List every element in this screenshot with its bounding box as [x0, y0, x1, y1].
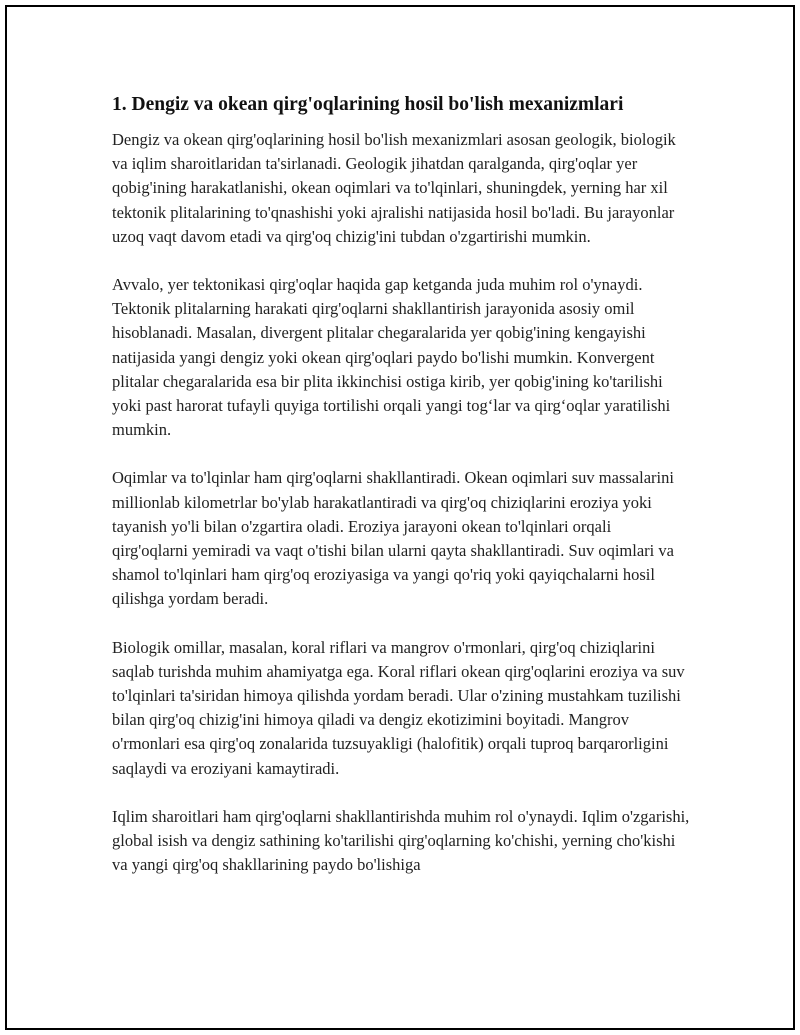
paragraph-biological-factors: Biologik omillar, masalan, koral riflari va mangrov o'rmonlari, qirg'oq chiziqlarini saqlab turishda muhim ahamiyatga ega. Koral riflari okean qirg'oqlarini eroziya va suv to'lqinlari ta'siridan himoya qilishda yordam beradi. Ular o'zining mustahkam tuzilishi bilan qirg'oq chizig'ini himoya qiladi va dengiz ekotizimini boyitadi. Mangrov o'rmonlari esa qirg'oq zonalarida tuzsuyakligi (halofitik) orqali tuproq barqarorligini saqlaydi va eroziyani kamaytiradi.: [112, 637, 685, 778]
paragraph-geology-intro: Dengiz va okean qirg'oqlarining hosil bo'lish mexanizmlari asosan geologik, biologik va iqlim sharoitlaridan ta'sirlanadi. Geologik jihatdan qaralganda, qirg'oqlar yer qobig'ining harakatlanishi, okean oqimlari va to'lqinlari, shuningdek, yerning har xil tektonik plitalarining to'qnashishi yoki ajralishi natijasida hosil bo'ladi. Bu jarayonlar uzoq vaqt davom etadi va qirg'oq chizig'ini tubdan o'zgartirishi mumkin.: [112, 130, 676, 246]
section-heading: 1. Dengiz va okean qirg'oqlarining hosil bo'lish mexanizmlari: [112, 94, 624, 115]
paragraph-tectonics: Avvalo, yer tektonikasi qirg'oqlar haqida gap ketganda juda muhim rol o'ynaydi. Tektonik plitalarning harakati qirg'oqlarni shakllantirish jarayonida asosiy omil hisoblanadi. Masalan, divergent plitalar chegaralarida yer qobig'ining kengayishi natijasida yangi dengiz yoki okean qirg'oqlari paydo bo'lishi mumkin. Konvergent plitalar chegaralarida esa bir plita ikkinchisi ostiga kirib, yer qobig'ining ko'tarilishi yoki past harorat tufayli quyiga tortilishi orqali yangi tog‘lar va qirg‘oqlar yaratilishi mumkin.: [112, 275, 671, 440]
paragraph-climate: Iqlim sharoitlari ham qirg'oqlarni shakllantirishda muhim rol o'ynaydi. Iqlim o'zgarishi, global isish va dengiz sathining ko'tarilishi qirg'oqlarning ko'chishi, yerning cho'kishi va yangi qirg'oq shakllarining paydo bo'lishiga: [112, 806, 690, 875]
document-body: [112, 92, 690, 901]
paragraph-currents-waves: Oqimlar va to'lqinlar ham qirg'oqlarni shakllantiradi. Okean oqimlari suv massalarini millionlab kilometrlar bo'ylab harakatlantiradi va qirg'oq chiziqlarini eroziya yoki tayanish yo'li bilan o'zgartira oladi. Eroziya jarayoni okean to'lqinlari orqali qirg'oqlarni yemiradi va vaqt o'tishi bilan ularni qayta shakllantiradi. Suv oqimlari va shamol to'lqinlari ham qirg'oq eroziyasiga va yangi qo'riq yoki qayiqchalarni hosil qilishga yordam beradi.: [112, 468, 674, 609]
